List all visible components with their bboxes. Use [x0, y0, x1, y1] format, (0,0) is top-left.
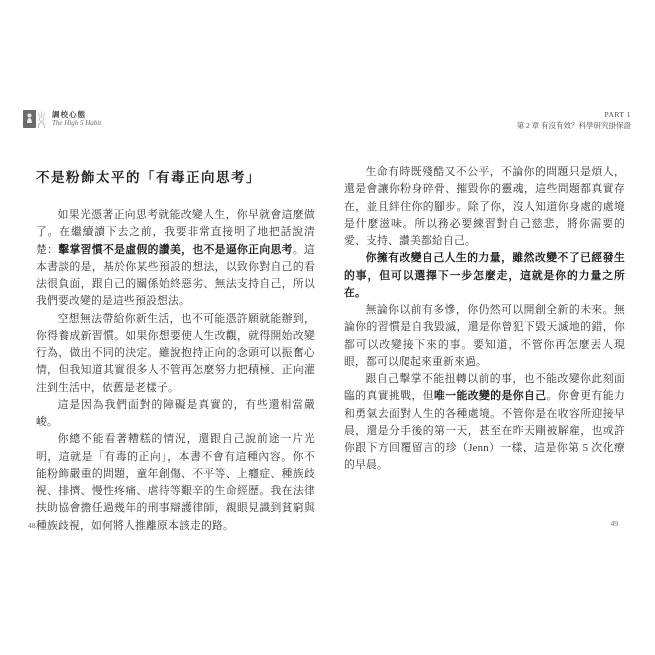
paragraph — [344, 250, 625, 302]
left-page-body — [36, 207, 315, 535]
part-label: PART 1 — [604, 110, 631, 119]
page-number-left: 48 — [28, 521, 36, 530]
paragraph — [36, 431, 315, 535]
paragraph — [344, 371, 625, 475]
paragraph — [344, 164, 625, 250]
section-title: 不是粉飾太平的「有毒正向思考」 — [36, 170, 261, 185]
book-subtitle: The High 5 Habit — [52, 119, 102, 127]
paragraph — [36, 207, 315, 311]
chapter-header — [517, 109, 631, 131]
paragraph — [36, 311, 315, 397]
book-title: 調校心態 — [52, 110, 86, 119]
left-page — [36, 166, 315, 535]
right-page-body — [344, 164, 625, 475]
page-number-right: 49 — [610, 519, 618, 528]
text-run: 如果光憑著正向思考就能改變人生，你早就會這麼做了。在繼續讀下去之前，我要非常直接明了地把話說清楚： — [36, 209, 315, 256]
text-run: 。這本書談的是，基於你某些預設的想法，以致你對自己的看法很負面，跟自己的關係始終惡劣、無法支持自己，所以我們要改變的是這些預設想法。 — [36, 243, 316, 308]
paragraph — [36, 397, 315, 432]
bold-text-run: 擊掌習慣不是虛假的讚美，也不是逼你正向思考 — [58, 243, 293, 256]
text-run: 空想無法帶給你新生活，也不可能憑許願就能辦到，你得養成新習慣。如果你想要使人生改觀，就得開始改變行為，做出不同的決定。雖說抱持正向的念頭可以振奮心情，但我知道其實很多人不管再怎麼努力把積極、正向灌注到生活中，依舊是老樣子。 — [36, 312, 315, 394]
right-page — [344, 164, 625, 475]
book-header — [23, 107, 101, 131]
text-run: 無論你以前有多慘，你仍然可以開創全新的未來。無論你的習慣是自我毀滅，還是你曾犯下毀天滅地的錯，你都可以改變接下來的事。要知道，不管你再怎麼丟人現眼，都可以爬起來重新來過。 — [344, 304, 625, 368]
chapter-label: 第 2 章 有沒有效？科學研究掛保證 — [516, 121, 631, 130]
high-five-logo-icon — [23, 107, 47, 131]
bold-text-run: 唯一能改變的是你自己 — [434, 390, 547, 403]
bold-text-run: 你擁有改變自己人生的力量，雖然改變不了已經發生的事，但可以選擇下一步怎麼走，這就是你的力量之所在。 — [344, 252, 625, 299]
paragraph — [344, 302, 625, 371]
text-run: 跟自己擊掌不能扭轉以前的事，也不能改變你此刻面臨的真實挑戰，但 — [344, 373, 625, 403]
text-run: 你總不能看著糟糕的情況，還跟自己說前途一片光明，這就是「有毒的正向」，本書不會有這種內容。你不能粉飾嚴重的問題，童年創傷、不平等、上癮症、種族歧視、排擠、慢性疼痛、虐待等艱辛的生命經歷。我在法律扶助協會擔任過幾年的刑事辯護律師，親眼見識到貧窮與種族歧視，如何將人推離原本該走的路。 — [36, 433, 315, 532]
text-run: 生命有時既殘酷又不公平，不論你的問題只是煩人，還是會讓你粉身碎骨、摧毀你的靈魂，這些問題都真實存在，並且絆住你的腳步。除了你，沒人知道你身處的處境是什麼滋味。所以務必要練習對自己慈悲，將你需要的愛、支持、讚美都給自己。 — [344, 166, 625, 247]
text-run: 。你會更有能力和勇氣去面對人生的各種處境。不管你是在收容所迎接早晨，還是分手後的第一天，甚至在昨天剛被解雇，也或許你跟下方回覆留言的珍（Jenn）一樣，這是你第 5 次化療的早晨。 — [344, 390, 625, 472]
text-run: 這是因為我們面對的障礙是真實的，有些還相當嚴峻。 — [36, 398, 315, 428]
